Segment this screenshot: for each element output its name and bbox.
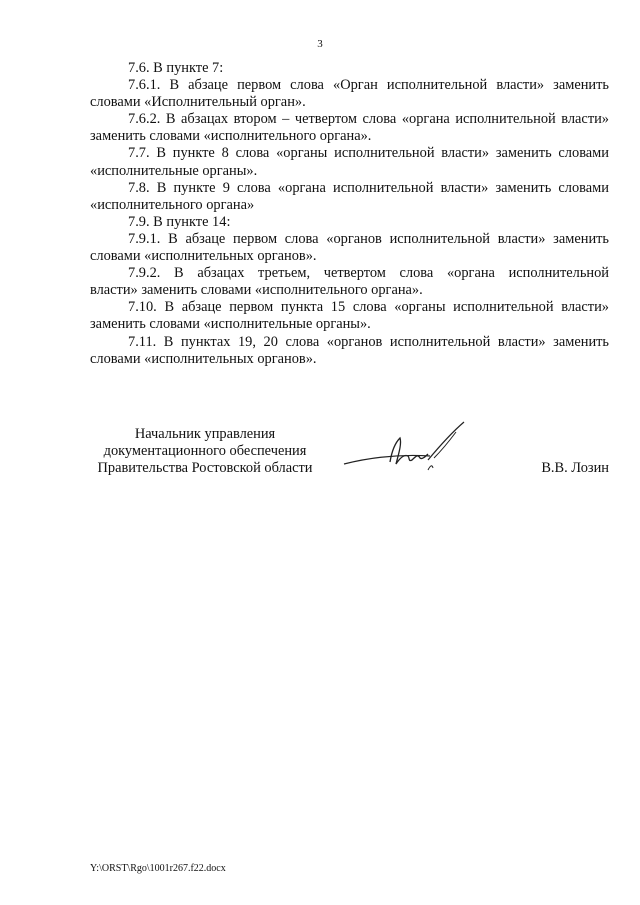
paragraph-line: 7.6. В пункте 7: [128, 60, 224, 76]
document-body [90, 60, 609, 368]
paragraph-line: 7.8. В пункте 9 слова «органа исполнительной власти» заменить словами [128, 179, 609, 196]
paragraph-line: «исполнительного органа» [90, 196, 255, 213]
paragraph-line: заменить словами «исполнительные органы». [90, 316, 371, 333]
signature-block [90, 426, 609, 486]
paragraph-line: 7.9. В пункте 14: [128, 213, 231, 230]
paragraph-line: 7.9.2. В абзацах третьем, четвертом слова «органа исполнительной [128, 265, 609, 282]
paragraph-line: 7.6.2. В абзацах втором – четвертом слова «органа исполнительной власти» [128, 111, 609, 128]
paragraph-line: 7.10. В абзаце первом пункта 15 слова «органы исполнительной власти» [128, 299, 609, 316]
paragraph-line: словами «Исполнительный орган». [90, 94, 306, 111]
signatory-title [90, 426, 320, 478]
paragraph-line: словами «исполнительных органов». [90, 248, 317, 265]
handwritten-signature [338, 420, 488, 480]
paragraph-line: 7.9.1. В абзаце первом слова «органов исполнительной власти» заменить [128, 230, 609, 247]
paragraph-line: 7.7. В пункте 8 слова «органы исполнительной власти» заменить словами [128, 145, 609, 162]
page-number: 3 [317, 38, 323, 50]
signatory-title-line: Начальник управления [134, 426, 276, 442]
paragraph-line: словами «исполнительных органов». [90, 350, 317, 367]
paragraph-line: 7.11. В пунктах 19, 20 слова «органов исполнительной власти» заменить [128, 333, 609, 350]
signatory-name: В.В. Лозин [541, 460, 609, 476]
paragraph-line: 7.6.1. В абзаце первом слова «Орган исполнительной власти» заменить [128, 77, 609, 94]
paragraph-line: заменить словами «исполнительного органа». [90, 128, 372, 145]
file-path: Y:\ORST\Rgo\1001r267.f22.docx [90, 863, 226, 874]
paragraph-line: власти» заменить словами «исполнительного органа». [90, 282, 423, 299]
paragraph-line: «исполнительные органы». [90, 162, 258, 179]
signatory-title-line: документационного обеспечения [103, 443, 307, 460]
signatory-title-line: Правительства Ростовской области [97, 460, 313, 477]
